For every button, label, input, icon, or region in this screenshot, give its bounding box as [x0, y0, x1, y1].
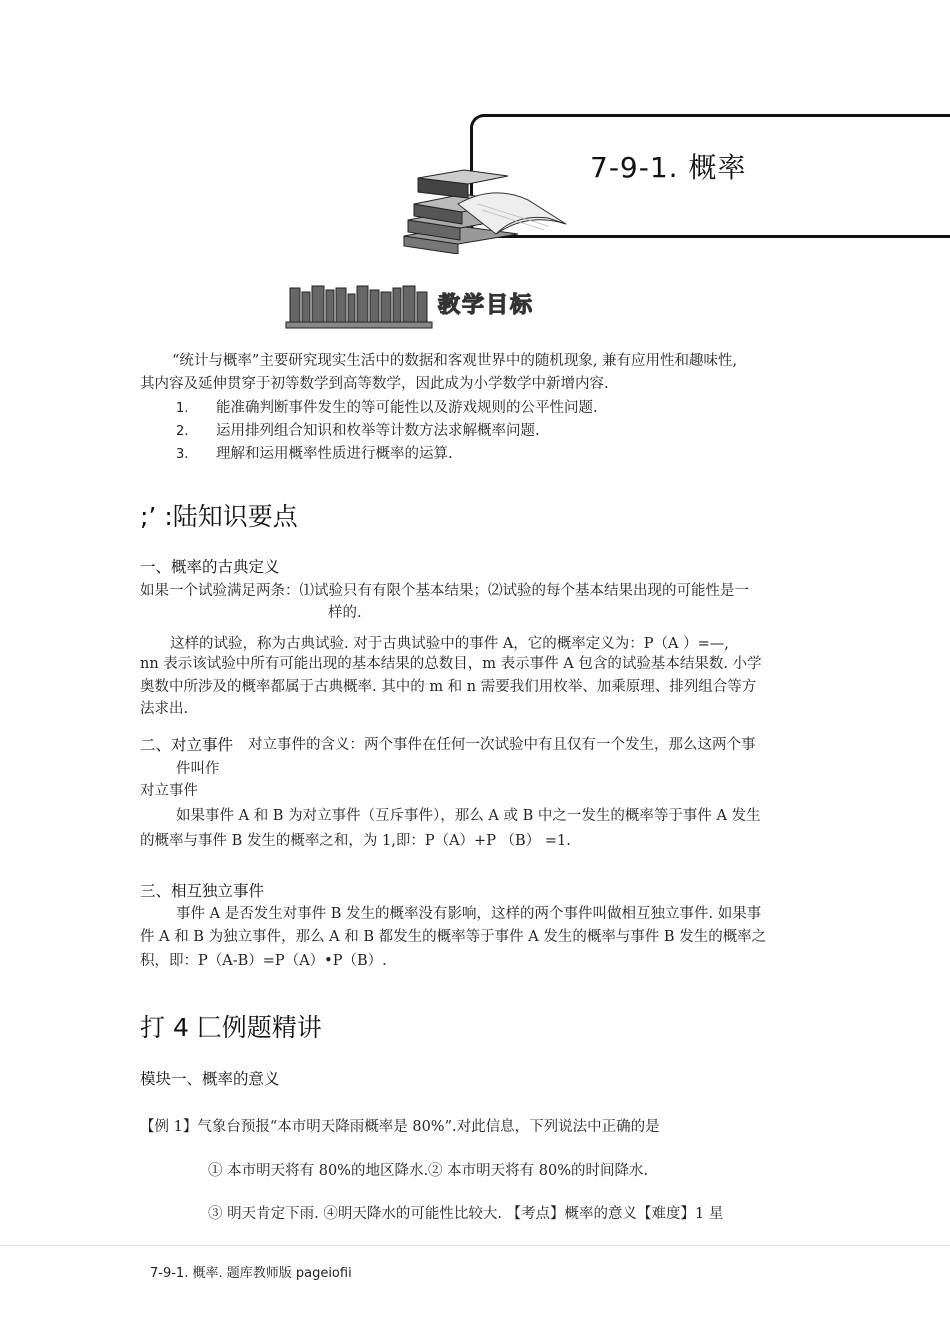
goal-item-text: 能准确判断事件发生的等可能性以及游戏规则的公平性问题. — [216, 400, 598, 416]
section1-line1: 如果一个试验满足两条：⑴试验只有有限个基本结果；⑵试验的每个基本结果出现的可能性是一 — [140, 583, 749, 599]
section2-title-rest: 对立事件的含义：两个事件在任何一次试验中有且仅有一个发生，那么这两个事 — [248, 737, 756, 753]
goal-item-text: 理解和运用概率性质进行概率的运算. — [216, 446, 453, 462]
section3-p-line1: 事件 A 是否发生对事件 B 发生的概率没有影响，这样的两个事件叫做相互独立事件. 如果事 — [176, 906, 762, 922]
page-footer: 7-9-1. 概率. 题库教师版 pageiofii — [150, 1266, 352, 1281]
goal-item-number: 3. — [176, 447, 189, 462]
section3-title: 三、相互独立事件 — [140, 882, 265, 900]
goal-item-text: 运用排列组合知识和枚举等计数方法求解概率问题. — [216, 423, 540, 439]
section2-p-line2: 的概率与事件 B 发生的概率之和，为 1,即：P（A）+P （B） =1. — [140, 833, 571, 849]
section2-title: 二、对立事件 — [140, 736, 234, 754]
section1-p2-line1: 这样的试验，称为古典试验. 对于古典试验中的事件 A，它的概率定义为：P（A ）=—, — [170, 636, 729, 652]
goals-intro-line2: 其内容及延伸贯穿于初等数学到高等数学，因此成为小学数学中新增内容. — [140, 376, 609, 392]
module-title: 模块一、概率的意义 — [140, 1070, 280, 1088]
books-illustration — [398, 164, 568, 254]
section1-p2-line3: 奥数中所涉及的概率都属于古典概率. 其中的 m 和 n 需要我们用枚举、加乘原理、排列组合等方 — [140, 679, 757, 695]
section3-p-line2: 件 A 和 B 为独立事件，那么 A 和 B 都发生的概率等于事件 A 发生的概率与事件 B 发生的概率之 — [140, 929, 767, 945]
page-title: 7-9-1. 概率 — [590, 151, 747, 184]
section1-p2-line4: 法求出. — [140, 701, 189, 717]
section1-p2-line2: nn 表示该试验中所有可能出现的基本结果的总数目，m 表示事件 A 包含的试验基本结果数. 小学 — [140, 656, 762, 672]
goals-banner-title: 教学目标 — [438, 293, 535, 318]
example1-options-line1: ① 本市明天将有 80%的地区降水.② 本市明天将有 80%的时间降水. — [208, 1163, 649, 1179]
section3-p-line3: 积，即：P（A-B）=P（A）•P（B）. — [140, 953, 387, 969]
footer-divider — [0, 1245, 950, 1246]
bookshelf-icon — [284, 280, 434, 330]
section1-title: 一、概率的古典定义 — [140, 558, 280, 576]
goal-item-number: 1. — [176, 401, 189, 416]
goals-intro-line1: “统计与概率”主要研究现实生活中的数据和客观世界中的随机现象, 兼有应用性和趣味性, — [172, 353, 738, 369]
section1-line2: 样的. — [328, 605, 362, 621]
example1-line: 【例 1】气象台预报“本市明天降雨概率是 80%”.对此信息，下列说法中正确的是 — [140, 1119, 660, 1135]
section2-line2: 件叫作 — [176, 761, 220, 777]
section2-p-line1: 如果事件 A 和 B 为对立事件（互斥事件），那么 A 或 B 中之一发生的概率等于事件 A 发生 — [176, 808, 761, 824]
examples-heading: 打 4 匚例题精讲 — [140, 1013, 322, 1042]
section2-line3: 对立事件 — [140, 783, 198, 799]
knowledge-heading: ;’ :陆知识要点 — [140, 502, 298, 531]
example1-options-line2: ③ 明天肯定下雨. ④明天降水的可能性比较大. 【考点】概率的意义【难度】1 星 — [208, 1206, 724, 1222]
goal-item-number: 2. — [176, 424, 189, 439]
